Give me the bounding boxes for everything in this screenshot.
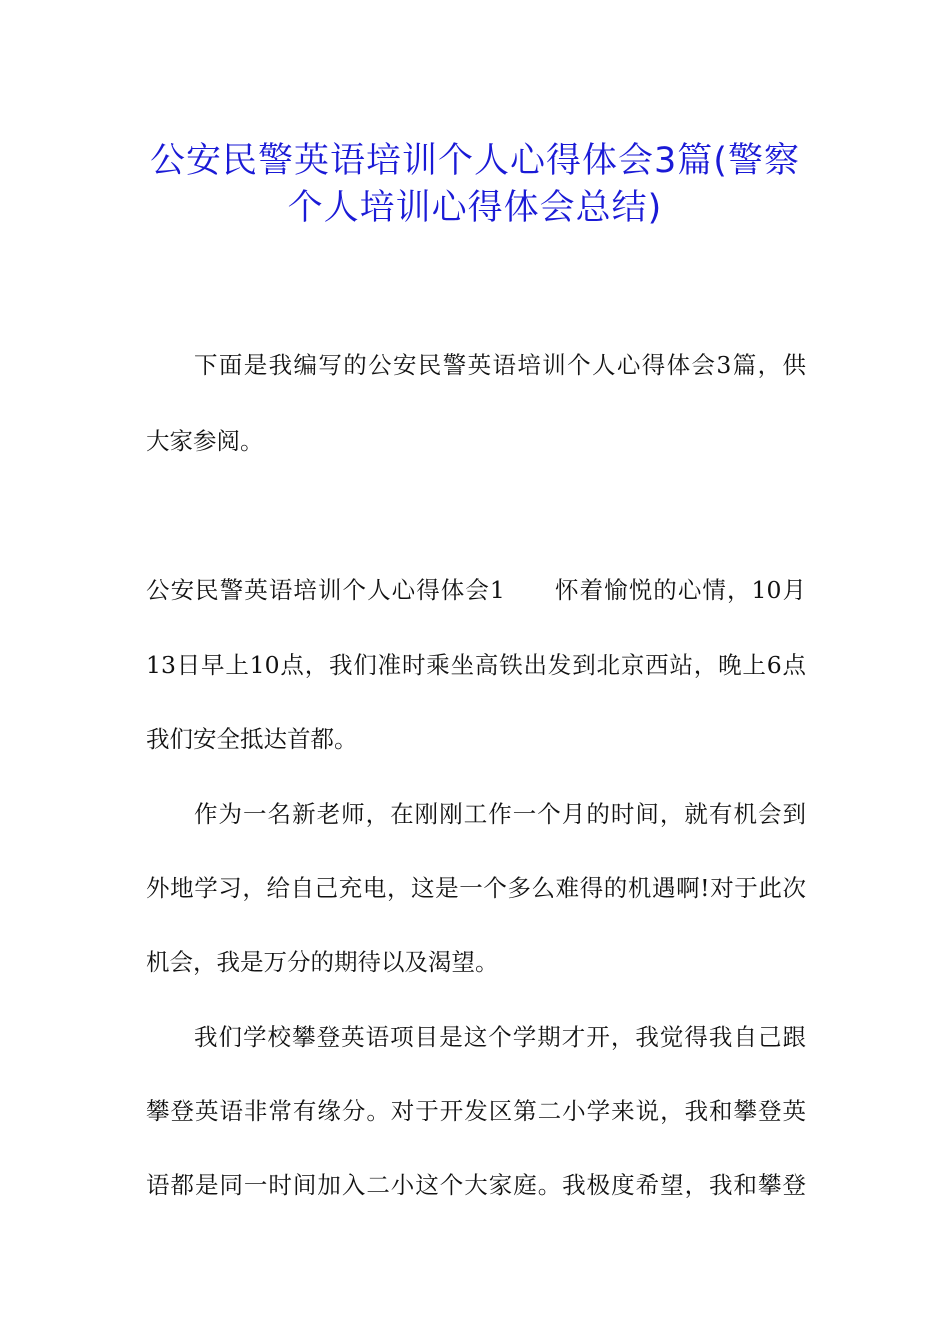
intro-line-2: 大家参阅。: [146, 427, 264, 455]
section1-line-3: 我们安全抵达首都。: [146, 725, 358, 753]
para2-line-2: 外地学习，给自己充电，这是一个多么难得的机遇啊!对于此次: [146, 874, 806, 902]
para3-line-1: 我们学校攀登英语项目是这个学期才开，我觉得我自己跟: [194, 1023, 806, 1051]
section1-line-2: 13日早上10点，我们准时乘坐高铁出发到北京西站，晚上6点: [146, 651, 806, 679]
para2-line-1: 作为一名新老师，在刚刚工作一个月的时间，就有机会到: [194, 800, 806, 828]
document-title-line-1: 公安民警英语培训个人心得体会3篇(警察: [150, 141, 800, 181]
section1-line-1: 公安民警英语培训个人心得体会1 怀着愉悦的心情，10月: [146, 576, 806, 604]
para3-line-2: 攀登英语非常有缘分。对于开发区第二小学来说，我和攀登英: [146, 1097, 806, 1125]
document-title-line-2: 个人培训心得体会总结): [287, 188, 663, 228]
para2-line-3: 机会，我是万分的期待以及渴望。: [146, 948, 499, 976]
para3-line-3: 语都是同一时间加入二小这个大家庭。我极度希望，我和攀登: [146, 1171, 806, 1199]
intro-line-1: 下面是我编写的公安民警英语培训个人心得体会3篇，供: [194, 351, 806, 379]
